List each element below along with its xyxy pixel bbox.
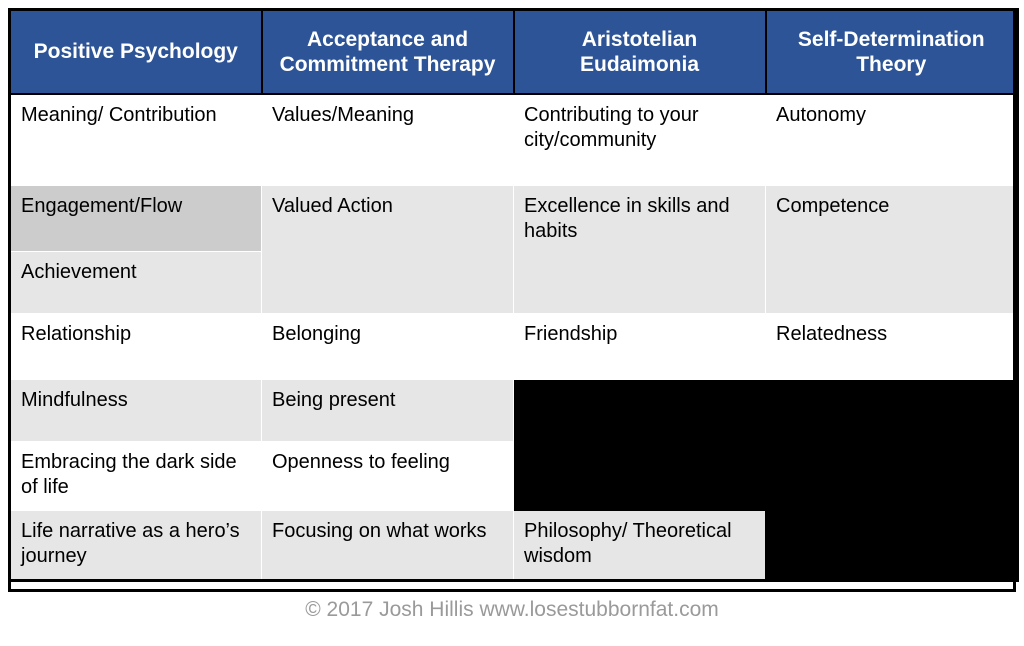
table-cell: Contributing to your city/community xyxy=(514,94,766,186)
table-cell: Values/Meaning xyxy=(262,94,514,186)
table-cell: Belonging xyxy=(262,314,514,380)
table-cell-blocked xyxy=(514,380,766,442)
table-cell-blocked xyxy=(766,380,1018,581)
table-cell: Relationship xyxy=(10,314,262,380)
table-cell: Openness to feeling xyxy=(262,442,514,511)
table-cell: Philosophy/ Theoretical wisdom xyxy=(514,511,766,581)
table-row xyxy=(10,186,1018,252)
column-header-acceptance-and-commitment-therapy: Acceptance and Commitment Therapy xyxy=(262,10,514,94)
comparison-table-wrapper xyxy=(8,8,1016,582)
copyright-footer: © 2017 Josh Hillis www.losestubbornfat.com xyxy=(305,598,719,621)
table-row xyxy=(10,94,1018,186)
table-row xyxy=(10,314,1018,380)
table-cell: Mindfulness xyxy=(10,380,262,442)
table-cell: Focusing on what works xyxy=(262,511,514,581)
table-cell: Being present xyxy=(262,380,514,442)
table-cell-blocked xyxy=(514,442,766,511)
table-cell: Excellence in skills and habits xyxy=(514,186,766,314)
table-row xyxy=(10,380,1018,442)
table-cell: Valued Action xyxy=(262,186,514,314)
header-row xyxy=(10,10,1018,94)
table-cell: Friendship xyxy=(514,314,766,380)
table-cell: Meaning/ Contribution xyxy=(10,94,262,186)
comparison-table xyxy=(8,8,1019,582)
table-cell: Competence xyxy=(766,186,1018,314)
column-header-positive-psychology: Positive Psychology xyxy=(10,10,262,94)
column-header-aristotelian-eudaimonia: Aristotelian Eudaimonia xyxy=(514,10,766,94)
table-cell: Autonomy xyxy=(766,94,1018,186)
table-cell: Achievement xyxy=(10,252,262,314)
table-cell: Engagement/Flow xyxy=(10,186,262,252)
column-header-self-determination-theory: Self-Determination Theory xyxy=(766,10,1018,94)
table-header xyxy=(10,10,1018,94)
table-body xyxy=(10,94,1018,581)
table-cell: Relatedness xyxy=(766,314,1018,380)
table-cell: Life narrative as a hero’s journey xyxy=(10,511,262,581)
table-cell: Embracing the dark side of life xyxy=(10,442,262,511)
